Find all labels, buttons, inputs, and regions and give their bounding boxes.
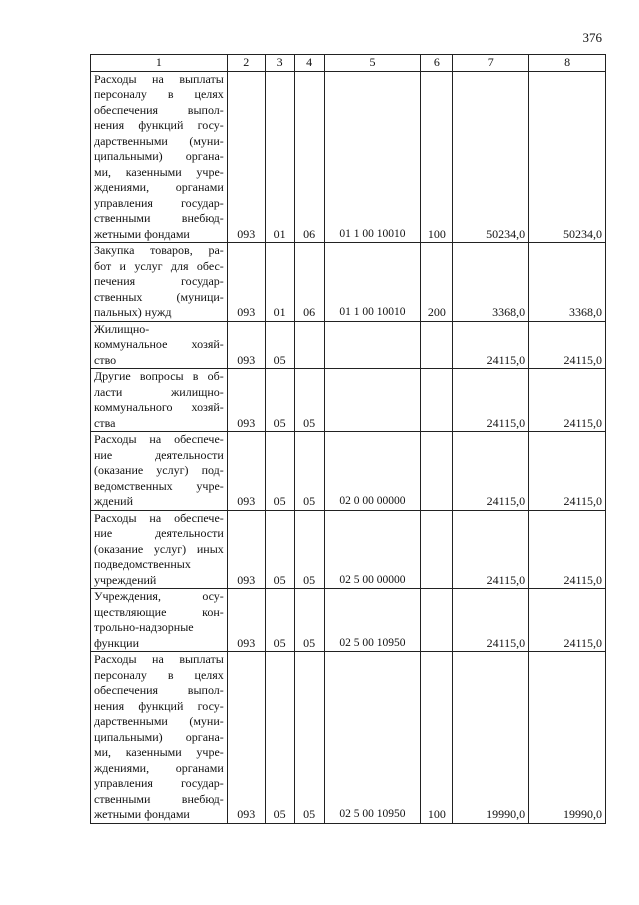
expense-name-line: персоналу в целях — [94, 87, 224, 101]
target-article-cell: 02 5 00 10950 — [324, 652, 421, 824]
target-article-cell — [324, 321, 421, 369]
subsection-code-cell: 06 — [294, 243, 324, 322]
expense-name-line: ми, казенными учре- — [94, 745, 224, 759]
ministry-code-cell: 093 — [227, 589, 265, 652]
expense-name-line: дарственными (муни- — [94, 714, 224, 728]
expense-name-line: персоналу в целях — [94, 667, 224, 682]
amount-cell: 24115,0 — [453, 432, 529, 511]
table-row — [91, 369, 606, 432]
expense-name-line: Учреждения, осу- — [94, 589, 224, 603]
expense-name-line: ство — [94, 352, 117, 367]
table-row — [91, 589, 606, 652]
expense-name-line: ципальными) органа- — [94, 729, 224, 744]
expense-name-line: печения государ- — [94, 274, 224, 288]
expense-name-line: ведомственных учре- — [94, 478, 224, 493]
expense-name-cell — [91, 589, 228, 652]
expense-name-line: ние деятельности — [94, 526, 224, 540]
section-code-cell: 01 — [265, 71, 294, 243]
amount-cell: 24115,0 — [529, 369, 606, 432]
expense-name-line: ласти жилищно- — [94, 384, 224, 399]
ministry-code-cell: 093 — [227, 71, 265, 243]
expense-name-line: Другие вопросы в об- — [94, 369, 224, 383]
ministry-code-cell: 093 — [227, 369, 265, 432]
expense-name-line: Закупка товаров, ра- — [94, 243, 224, 257]
ministry-code-cell: 093 — [227, 432, 265, 511]
expense-name-line: ние деятельности — [94, 447, 224, 462]
column-header: 3 — [265, 55, 294, 72]
expense-name-line: дарственными (муни- — [94, 133, 224, 148]
expense-name-line: пальных) нужд — [94, 305, 172, 319]
expense-name-line: ственными внебюд- — [94, 791, 224, 806]
section-code-cell: 05 — [265, 321, 294, 369]
expense-name-line: Расходы на выплаты — [94, 71, 224, 86]
expense-type-cell: 100 — [421, 71, 453, 243]
expense-type-cell: 100 — [421, 652, 453, 824]
expense-name-line: коммунальное хозяй- — [94, 337, 224, 351]
ministry-code-cell: 093 — [227, 652, 265, 824]
column-header: 6 — [421, 55, 453, 72]
target-article-cell — [324, 369, 421, 432]
expense-type-cell — [421, 589, 453, 652]
table-row — [91, 652, 606, 824]
amount-cell: 24115,0 — [529, 432, 606, 511]
section-code-cell: 05 — [265, 510, 294, 589]
expense-name-line: Жилищно- — [94, 321, 150, 336]
target-article-cell: 01 1 00 10010 — [324, 71, 421, 243]
subsection-code-cell: 05 — [294, 369, 324, 432]
expense-name-cell — [91, 369, 228, 432]
expense-name-line: учреждений — [94, 572, 157, 587]
target-article-cell: 02 0 00 00000 — [324, 432, 421, 511]
amount-cell: 3368,0 — [529, 243, 606, 322]
column-header: 7 — [453, 55, 529, 72]
expense-name-line: трольно-надзорные — [94, 620, 194, 634]
subsection-code-cell: 06 — [294, 71, 324, 243]
column-header: 5 — [324, 55, 421, 72]
column-header: 1 — [91, 55, 228, 72]
target-article-cell: 02 5 00 10950 — [324, 589, 421, 652]
expense-type-cell — [421, 321, 453, 369]
expense-type-cell — [421, 510, 453, 589]
expense-name-line: управления государ- — [94, 195, 224, 210]
header-row — [91, 55, 606, 72]
expense-name-cell — [91, 652, 228, 824]
expense-name-line: ществляющие кон- — [94, 604, 224, 619]
subsection-code-cell: 05 — [294, 652, 324, 824]
expense-type-cell: 200 — [421, 243, 453, 322]
section-code-cell: 05 — [265, 589, 294, 652]
expense-name-line: бот и услуг для обес- — [94, 258, 224, 273]
expense-name-cell — [91, 321, 228, 369]
expense-name-line: Расходы на обеспече- — [94, 432, 224, 446]
expense-name-line: ственными внебюд- — [94, 211, 224, 225]
expense-name-line: обеспечения выпол- — [94, 102, 224, 117]
expense-type-cell — [421, 369, 453, 432]
expense-name-line: нения функций госу- — [94, 698, 224, 713]
budget-table — [90, 54, 606, 824]
expense-name-line: жетными фондами — [94, 807, 190, 821]
expense-name-cell — [91, 510, 228, 589]
ministry-code-cell: 093 — [227, 510, 265, 589]
amount-cell: 24115,0 — [529, 321, 606, 369]
expense-name-cell — [91, 432, 228, 511]
expense-name-line: функции — [94, 635, 139, 650]
expense-name-line: ждениями, органами — [94, 760, 224, 775]
amount-cell: 19990,0 — [453, 652, 529, 824]
expense-name-line: подведомственных — [94, 557, 191, 571]
table-row — [91, 432, 606, 511]
expense-name-line: ми, казенными учре- — [94, 164, 224, 179]
table-row — [91, 510, 606, 589]
expense-name-line: ждениями, органами — [94, 180, 224, 194]
amount-cell: 24115,0 — [453, 369, 529, 432]
expense-name-line: жетными фондами — [94, 226, 190, 241]
expense-name-line: (оказание услуг) иных — [94, 541, 224, 556]
column-header: 2 — [227, 55, 265, 72]
subsection-code-cell: 05 — [294, 432, 324, 511]
expense-name-line: управления государ- — [94, 776, 224, 790]
page-number: 376 — [582, 30, 602, 45]
table-row — [91, 71, 606, 243]
amount-cell: 24115,0 — [453, 589, 529, 652]
expense-name-line: обеспечения выпол- — [94, 683, 224, 697]
amount-cell: 24115,0 — [529, 589, 606, 652]
ministry-code-cell: 093 — [227, 243, 265, 322]
amount-cell: 50234,0 — [453, 71, 529, 243]
amount-cell: 50234,0 — [529, 71, 606, 243]
section-code-cell: 01 — [265, 243, 294, 322]
column-header: 4 — [294, 55, 324, 72]
section-code-cell: 05 — [265, 369, 294, 432]
expense-name-cell — [91, 71, 228, 243]
expense-name-cell — [91, 243, 228, 322]
target-article-cell: 01 1 00 10010 — [324, 243, 421, 322]
subsection-code-cell — [294, 321, 324, 369]
expense-name-line: Расходы на обеспече- — [94, 510, 224, 525]
target-article-cell: 02 5 00 00000 — [324, 510, 421, 589]
section-code-cell: 05 — [265, 432, 294, 511]
expense-name-line: Расходы на выплаты — [94, 652, 224, 666]
amount-cell: 24115,0 — [453, 510, 529, 589]
expense-name-line: ства — [94, 415, 116, 430]
subsection-code-cell: 05 — [294, 510, 324, 589]
amount-cell: 24115,0 — [453, 321, 529, 369]
expense-type-cell — [421, 432, 453, 511]
expense-name-line: ципальными) органа- — [94, 149, 224, 163]
section-code-cell: 05 — [265, 652, 294, 824]
expense-name-line: коммунального хозяй- — [94, 400, 224, 414]
table-row — [91, 321, 606, 369]
expense-name-line: (оказание услуг) под- — [94, 463, 224, 477]
ministry-code-cell: 093 — [227, 321, 265, 369]
expense-name-line: нения функций госу- — [94, 118, 224, 132]
subsection-code-cell: 05 — [294, 589, 324, 652]
amount-cell: 24115,0 — [529, 510, 606, 589]
amount-cell: 19990,0 — [529, 652, 606, 824]
table-row — [91, 243, 606, 322]
column-header: 8 — [529, 55, 606, 72]
expense-name-line: ждений — [94, 494, 133, 508]
amount-cell: 3368,0 — [453, 243, 529, 322]
expense-name-line: ственных (муници- — [94, 289, 224, 304]
